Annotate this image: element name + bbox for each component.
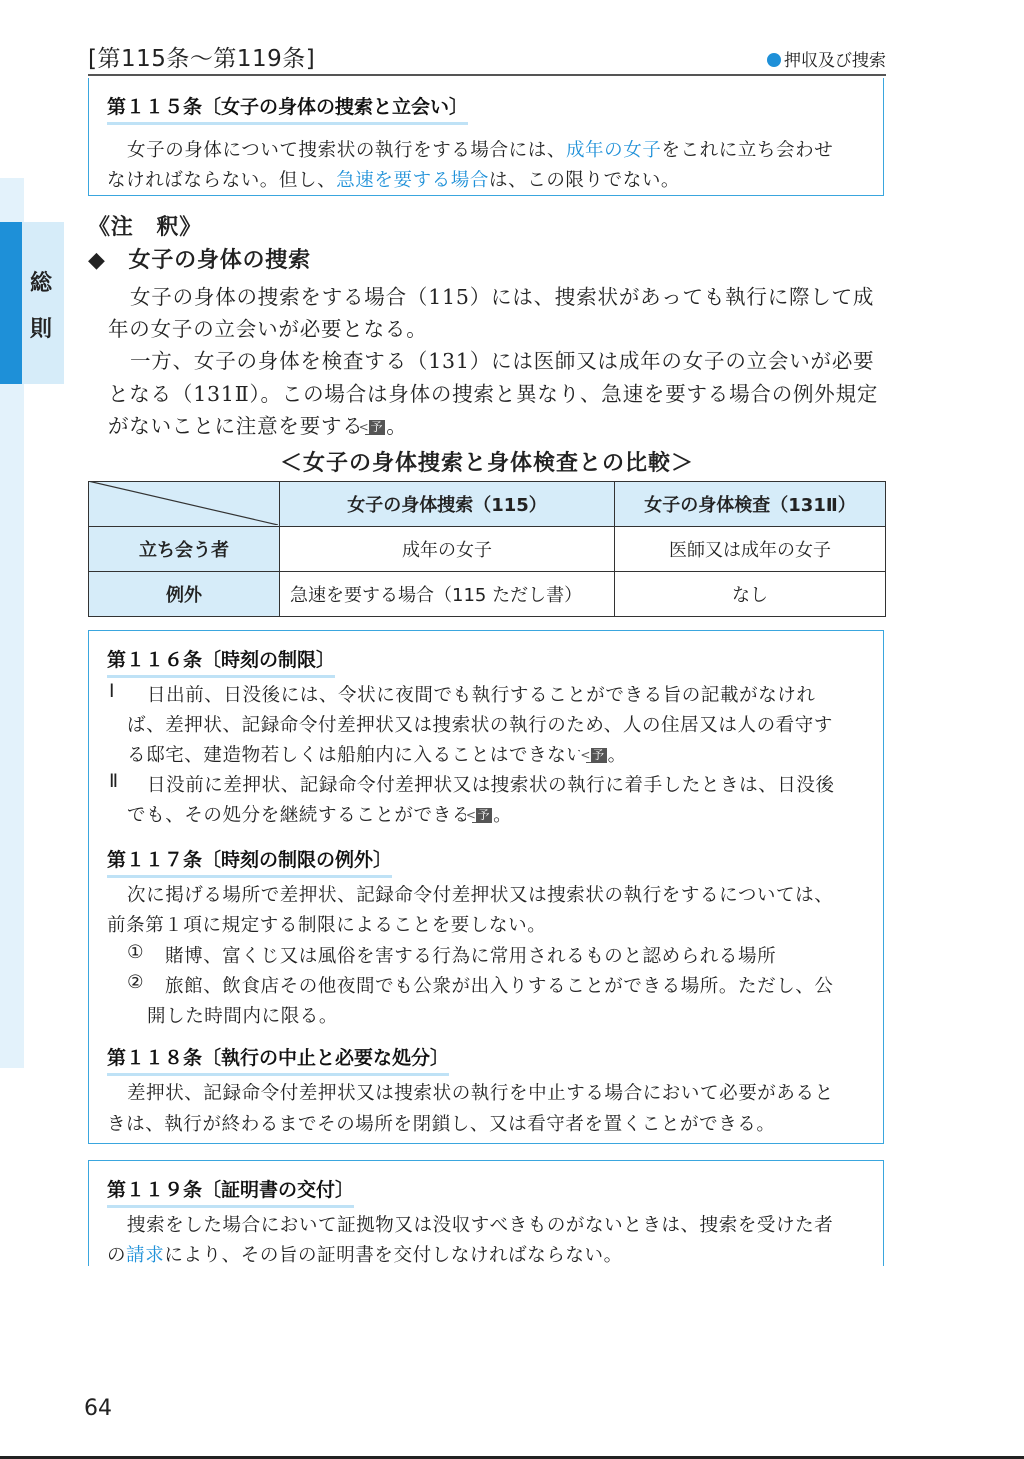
article-117-item-1-text: 賭博、富くじ又は風俗を害する行為に常用されるものと認められる場所 xyxy=(165,946,777,967)
table-cell: 成年の女子 xyxy=(280,527,615,572)
comparison-title: ＜女子の身体捜索と身体検査との比較＞ xyxy=(279,450,694,476)
table-col-header: 女子の身体検査（131Ⅱ） xyxy=(615,482,886,527)
article-117-item-2-number: ② xyxy=(127,972,145,993)
table-row-header: 立ち会う者 xyxy=(89,527,280,572)
bullet-dot-icon xyxy=(767,53,781,67)
article-117-item-2-line-2: 開した時間内に限る。 xyxy=(147,1006,339,1027)
article-116-title: 第１１６条〔時刻の制限〕 xyxy=(107,645,335,678)
table-cell: 医師又は成年の女子 xyxy=(615,527,886,572)
keyword-request: 請求 xyxy=(126,1245,165,1266)
article-117-line-1: 次に掲げる場所で差押状、記録命令付差押状又は捜索状の執行をするについては、 xyxy=(127,885,834,906)
article-116-item-2-number: Ⅱ xyxy=(109,771,119,792)
keyword-urgent-case: 急速を要する場合 xyxy=(336,170,490,191)
article-115-title: 第１１５条〔女子の身体の捜索と立会い〕 xyxy=(107,92,468,125)
commentary-heading: 《注 釈》 xyxy=(88,214,203,240)
chapter-tab-char-1: 総 xyxy=(30,271,53,296)
running-header-title: [第115条～第119条] xyxy=(88,46,316,72)
comparison-table xyxy=(88,481,886,617)
running-header-section xyxy=(767,46,886,71)
article-115-box xyxy=(88,78,884,196)
article-118-line-2: きは、執行が終わるまでその場所を閉鎖し、又は看守者を置くことができる。 xyxy=(107,1114,776,1135)
article-117-item-1-number: ① xyxy=(127,942,145,963)
table-row-header: 例外 xyxy=(89,572,280,617)
article-119-box xyxy=(88,1160,884,1266)
article-116-item-1-line-3: る邸宅、建造物若しくは船舶内に入ることはできない< 予 。 xyxy=(127,741,627,767)
commentary-subheading: ◆ 女子の身体の捜索 xyxy=(88,247,311,273)
article-116-item-1-line-1: 日出前、日没後には、令状に夜間でも執行することができる旨の記載がなけれ xyxy=(147,685,816,706)
header-rule xyxy=(88,74,886,76)
exam-ref-icon: < 予 xyxy=(365,420,386,435)
commentary-line-4: となる（131Ⅱ）。この場合は身体の捜索と異なり、急速を要する場合の例外規定 xyxy=(108,382,879,406)
section-label: 押収及び捜索 xyxy=(784,51,886,71)
article-118-title: 第１１８条〔執行の中止と必要な処分〕 xyxy=(107,1043,449,1076)
chapter-tab-bar xyxy=(0,222,22,384)
article-116-item-2-line-2: でも、その処分を継続することができる< 予 。 xyxy=(127,801,512,827)
article-116-item-2-line-1: 日没前に差押状、記録命令付差押状又は捜索状の執行に着手したときは、日没後 xyxy=(147,775,835,796)
article-116-item-1-line-2: ば、差押状、記録命令付差押状又は捜索状の執行のため、人の住居又は人の看守す xyxy=(127,715,833,736)
article-117-title: 第１１７条〔時刻の制限の例外〕 xyxy=(107,845,392,878)
article-115-line-2: なければならない。但し、急速を要する場合は、この限りでない。 xyxy=(107,170,681,191)
chapter-tab xyxy=(0,222,64,384)
table-cell: 急速を要する場合（115 ただし書） xyxy=(280,572,615,617)
table-header-row xyxy=(89,482,886,527)
table-row xyxy=(89,572,886,617)
article-116-item-1-number: Ⅰ xyxy=(109,681,116,702)
articles-116-118-box xyxy=(88,630,884,1144)
commentary-line-2: 年の女子の立会いが必要となる。 xyxy=(108,317,428,341)
chapter-tab-char-2: 則 xyxy=(30,317,53,342)
article-118-line-1: 差押状、記録命令付差押状又は捜索状の執行を中止する場合において必要があると xyxy=(127,1083,834,1104)
table-corner-cell xyxy=(89,482,280,527)
page-number: 64 xyxy=(84,1396,112,1421)
commentary-line-5: がないことに注意を要する< 予 。 xyxy=(108,409,408,439)
exam-ref-icon: < 予 xyxy=(472,808,492,823)
commentary-line-1: 女子の身体の捜索をする場合（115）には、捜索状があっても執行に際して成 xyxy=(130,285,875,309)
commentary-line-3: 一方、女子の身体を検査する（131）には医師又は成年の女子の立会いが必要 xyxy=(130,349,875,373)
exam-ref-icon: < 予 xyxy=(586,748,606,763)
table-row xyxy=(89,527,886,572)
article-119-title: 第１１９条〔証明書の交付〕 xyxy=(107,1175,354,1208)
table-cell: なし xyxy=(615,572,886,617)
article-119-line-1: 捜索をした場合において証拠物又は没収すべきものがないときは、捜索を受けた者 xyxy=(127,1215,834,1236)
article-115-line-1: 女子の身体について捜索状の執行をする場合には、成年の女子をこれに立ち会わせ xyxy=(127,140,834,161)
table-col-header: 女子の身体捜索（115） xyxy=(280,482,615,527)
article-119-line-2: の請求により、その旨の証明書を交付しなければならない。 xyxy=(107,1245,623,1266)
keyword-adult-woman: 成年の女子 xyxy=(565,140,662,161)
article-117-line-2: 前条第１項に規定する制限によることを要しない。 xyxy=(107,915,547,936)
article-117-item-2-line-1: 旅館、飲食店その他夜間でも公衆が出入りすることができる場所。ただし、公 xyxy=(165,976,834,997)
